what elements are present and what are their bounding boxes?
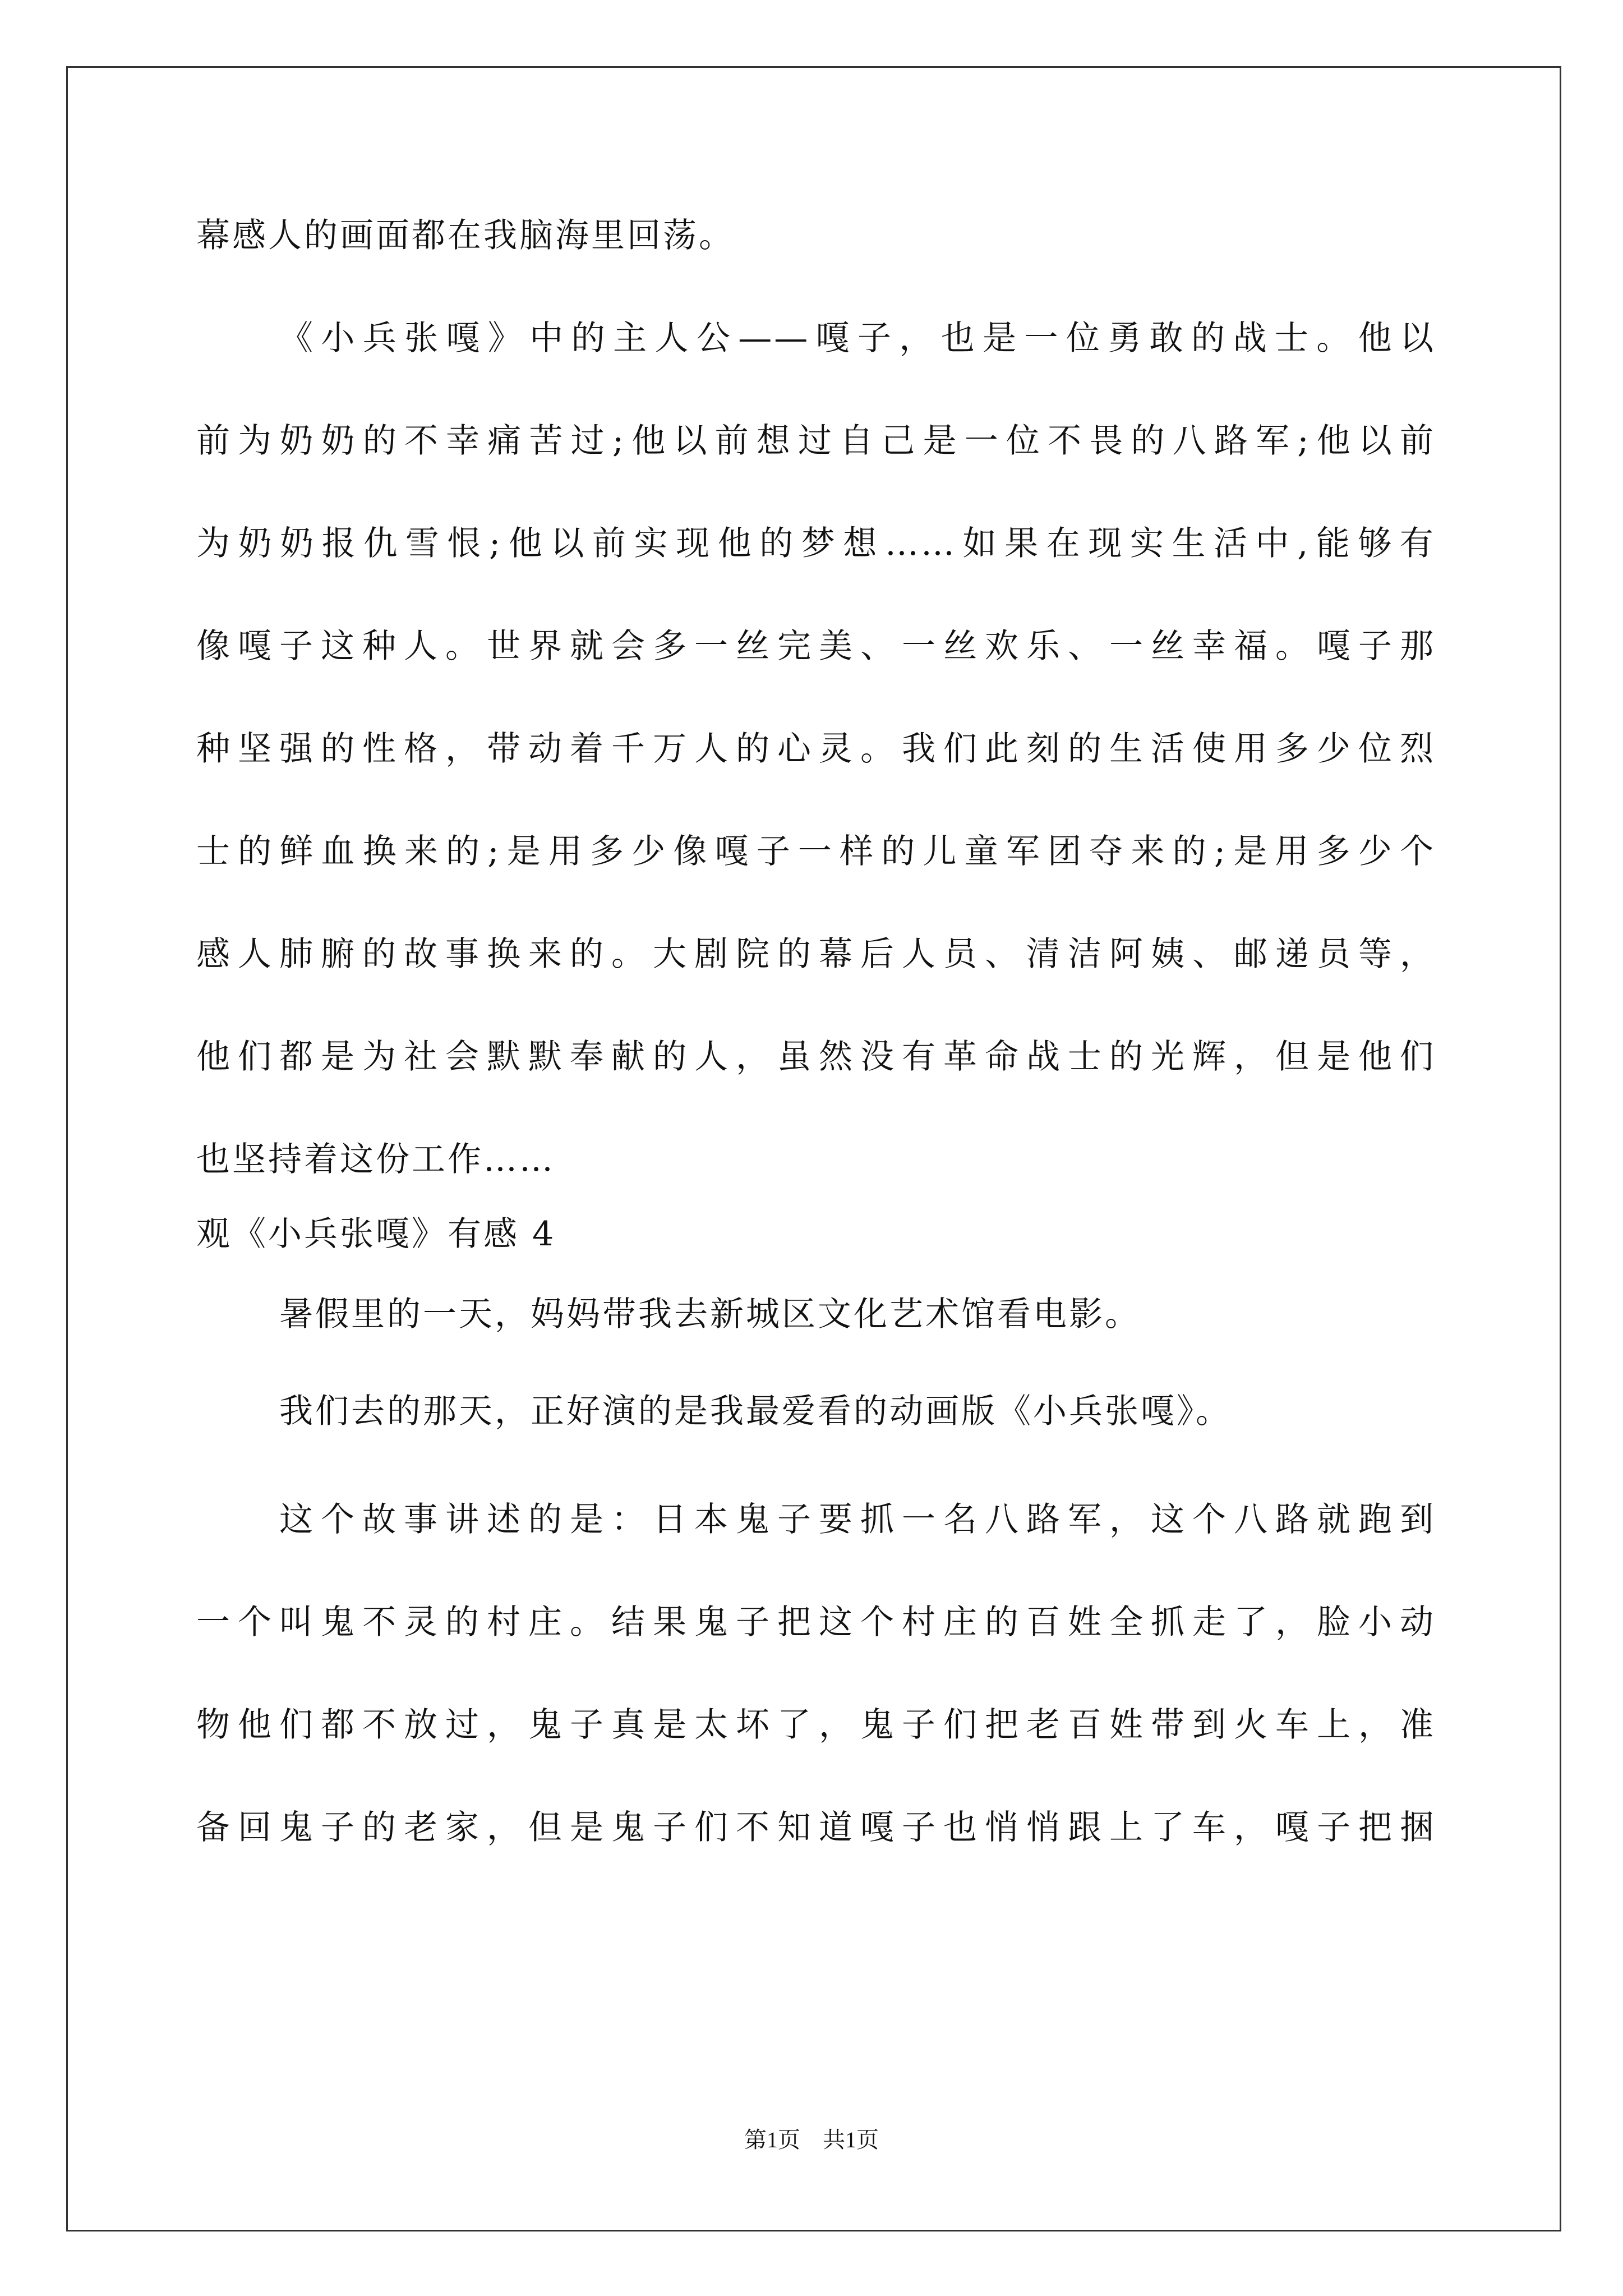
text-line: 为奶奶报仇雪恨;他以前实现他的梦想……如果在现实生活中,能够有 [196,524,1436,563]
text-line: 感人肺腑的故事换来的。大剧院的幕后人员、清洁阿姨、邮递员等， [196,935,1436,974]
text-line: 这个故事讲述的是：日本鬼子要抓一名八路军，这个八路就跑到 [279,1500,1436,1539]
text-line: 像嘎子这种人。世界就会多一丝完美、一丝欢乐、一丝幸福。嘎子那 [196,627,1436,666]
text-line: 一个叫鬼不灵的村庄。结果鬼子把这个村庄的百姓全抓走了，脸小动 [196,1603,1436,1642]
text-line: 种坚强的性格，带动着千万人的心灵。我们此刻的生活使用多少位烈 [196,729,1436,769]
text-line: 也坚持着这份工作…… [196,1140,555,1179]
text-line: 他们都是为社会默默奉献的人，虽然没有革命战士的光辉，但是他们 [196,1037,1436,1076]
text-line: 备回鬼子的老家，但是鬼子们不知道嘎子也悄悄跟上了车，嘎子把捆 [196,1808,1436,1847]
text-line: 《小兵张嘎》中的主人公——嘎子，也是一位勇敢的战士。他以 [279,319,1436,358]
text-line: 暑假里的一天，妈妈带我去新城区文化艺术馆看电影。 [279,1295,1141,1334]
text-line: 士的鲜血换来的;是用多少像嘎子一样的儿童军团夺来的;是用多少个 [196,832,1436,871]
page-footer: 第1页 共1页 [744,2127,879,2152]
text-line: 我们去的那天，正好演的是我最爱看的动画版《小兵张嘎》。 [279,1392,1232,1431]
section-heading: 观《小兵张嘎》有感 4 [196,1214,556,1254]
text-line: 前为奶奶的不幸痛苦过;他以前想过自己是一位不畏的八路军;他以前 [196,421,1436,461]
text-line: 物他们都不放过，鬼子真是太坏了，鬼子们把老百姓带到火车上，准 [196,1705,1436,1745]
text-line: 幕感人的画面都在我脑海里回荡。 [196,216,735,255]
